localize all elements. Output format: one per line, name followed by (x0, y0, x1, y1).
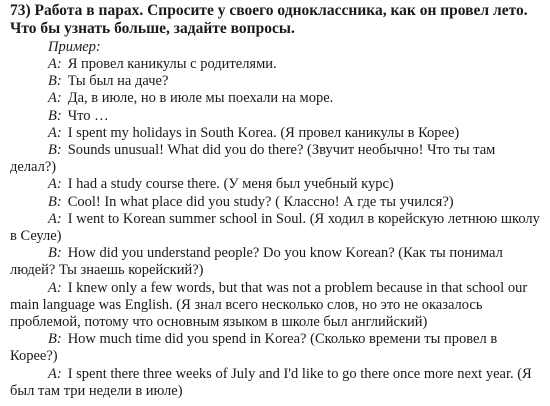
example-line-text: Я провел каникулы с родителями. (67, 56, 277, 72)
dialogue-line-text: I spent there three weeks of July and I'd like to go there once more next year. (Я был там три недели в июле) (10, 365, 532, 399)
example-label: Пример: (48, 39, 101, 55)
example-line-text: Что … (67, 107, 109, 124)
speaker-label: A: (48, 56, 62, 72)
speaker-label: A: (48, 210, 62, 227)
speaker-label: B: (48, 193, 62, 210)
speaker-label: A: (48, 365, 62, 382)
dialogue-line (10, 280, 544, 332)
dialogue-line (10, 194, 544, 211)
dialogue-line-text: How much time did you spend in Korea? (Сколько времени ты провел в Корее?) (10, 331, 498, 365)
example-block (10, 56, 544, 125)
dialogue-line-text: I spent my holidays in South Korea. (Я провел каникулы в Корее) (67, 124, 460, 141)
speaker-label: B: (48, 331, 62, 348)
example-line (10, 90, 544, 107)
dialogue-line-text: Cool! In what place did you study? ( Классно! А где ты учился?) (67, 193, 454, 210)
speaker-label: B: (48, 107, 62, 124)
dialogue-line (10, 125, 544, 142)
dialogue-line (10, 366, 544, 400)
task-text: Работа в парах. Спросите у своего одноклассника, как он провел лето. Что бы узнать больше, задайте вопросы. (10, 2, 528, 37)
speaker-label: B: (48, 142, 62, 159)
speaker-label: A: (48, 90, 62, 107)
speaker-label: B: (48, 73, 62, 90)
dialogue-line-text: I went to Korean summer school in Soul. (Я ходил в корейскую летнюю школу в Сеуле) (10, 210, 540, 245)
speaker-label: B: (48, 245, 62, 262)
dialogue-block (10, 125, 544, 400)
example-line (10, 108, 544, 125)
example-line-text: Ты был на даче? (67, 73, 169, 90)
speaker-label: A: (48, 124, 62, 141)
example-line-text: Да, в июле, но в июле мы поехали на море. (67, 90, 334, 107)
dialogue-line-text: I knew only a few words, but that was not a problem because in that school our main language was English. (Я знал всего несколько слов, но это не оказалось проблемой, потому что основным языком в школе был английский) (10, 279, 528, 331)
example-line (10, 73, 544, 90)
speaker-label: A: (48, 279, 62, 296)
task-heading (10, 2, 544, 38)
dialogue-line-text: How did you understand people? Do you know Korean? (Как ты понимал людей? Ты знаешь корейский?) (10, 245, 503, 279)
dialogue-line (10, 142, 544, 176)
dialogue-line (10, 211, 544, 245)
example-line (10, 56, 544, 73)
speaker-label: A: (48, 176, 62, 193)
dialogue-line (10, 176, 544, 193)
task-number: 73) (10, 2, 31, 19)
dialogue-line (10, 245, 544, 279)
dialogue-line (10, 331, 544, 365)
dialogue-line-text: I had a study course there. (У меня был учебный курс) (67, 176, 394, 193)
dialogue-line-text: Sounds unusual! What did you do there? (Звучит необычно! Что ты там делал?) (10, 142, 496, 176)
